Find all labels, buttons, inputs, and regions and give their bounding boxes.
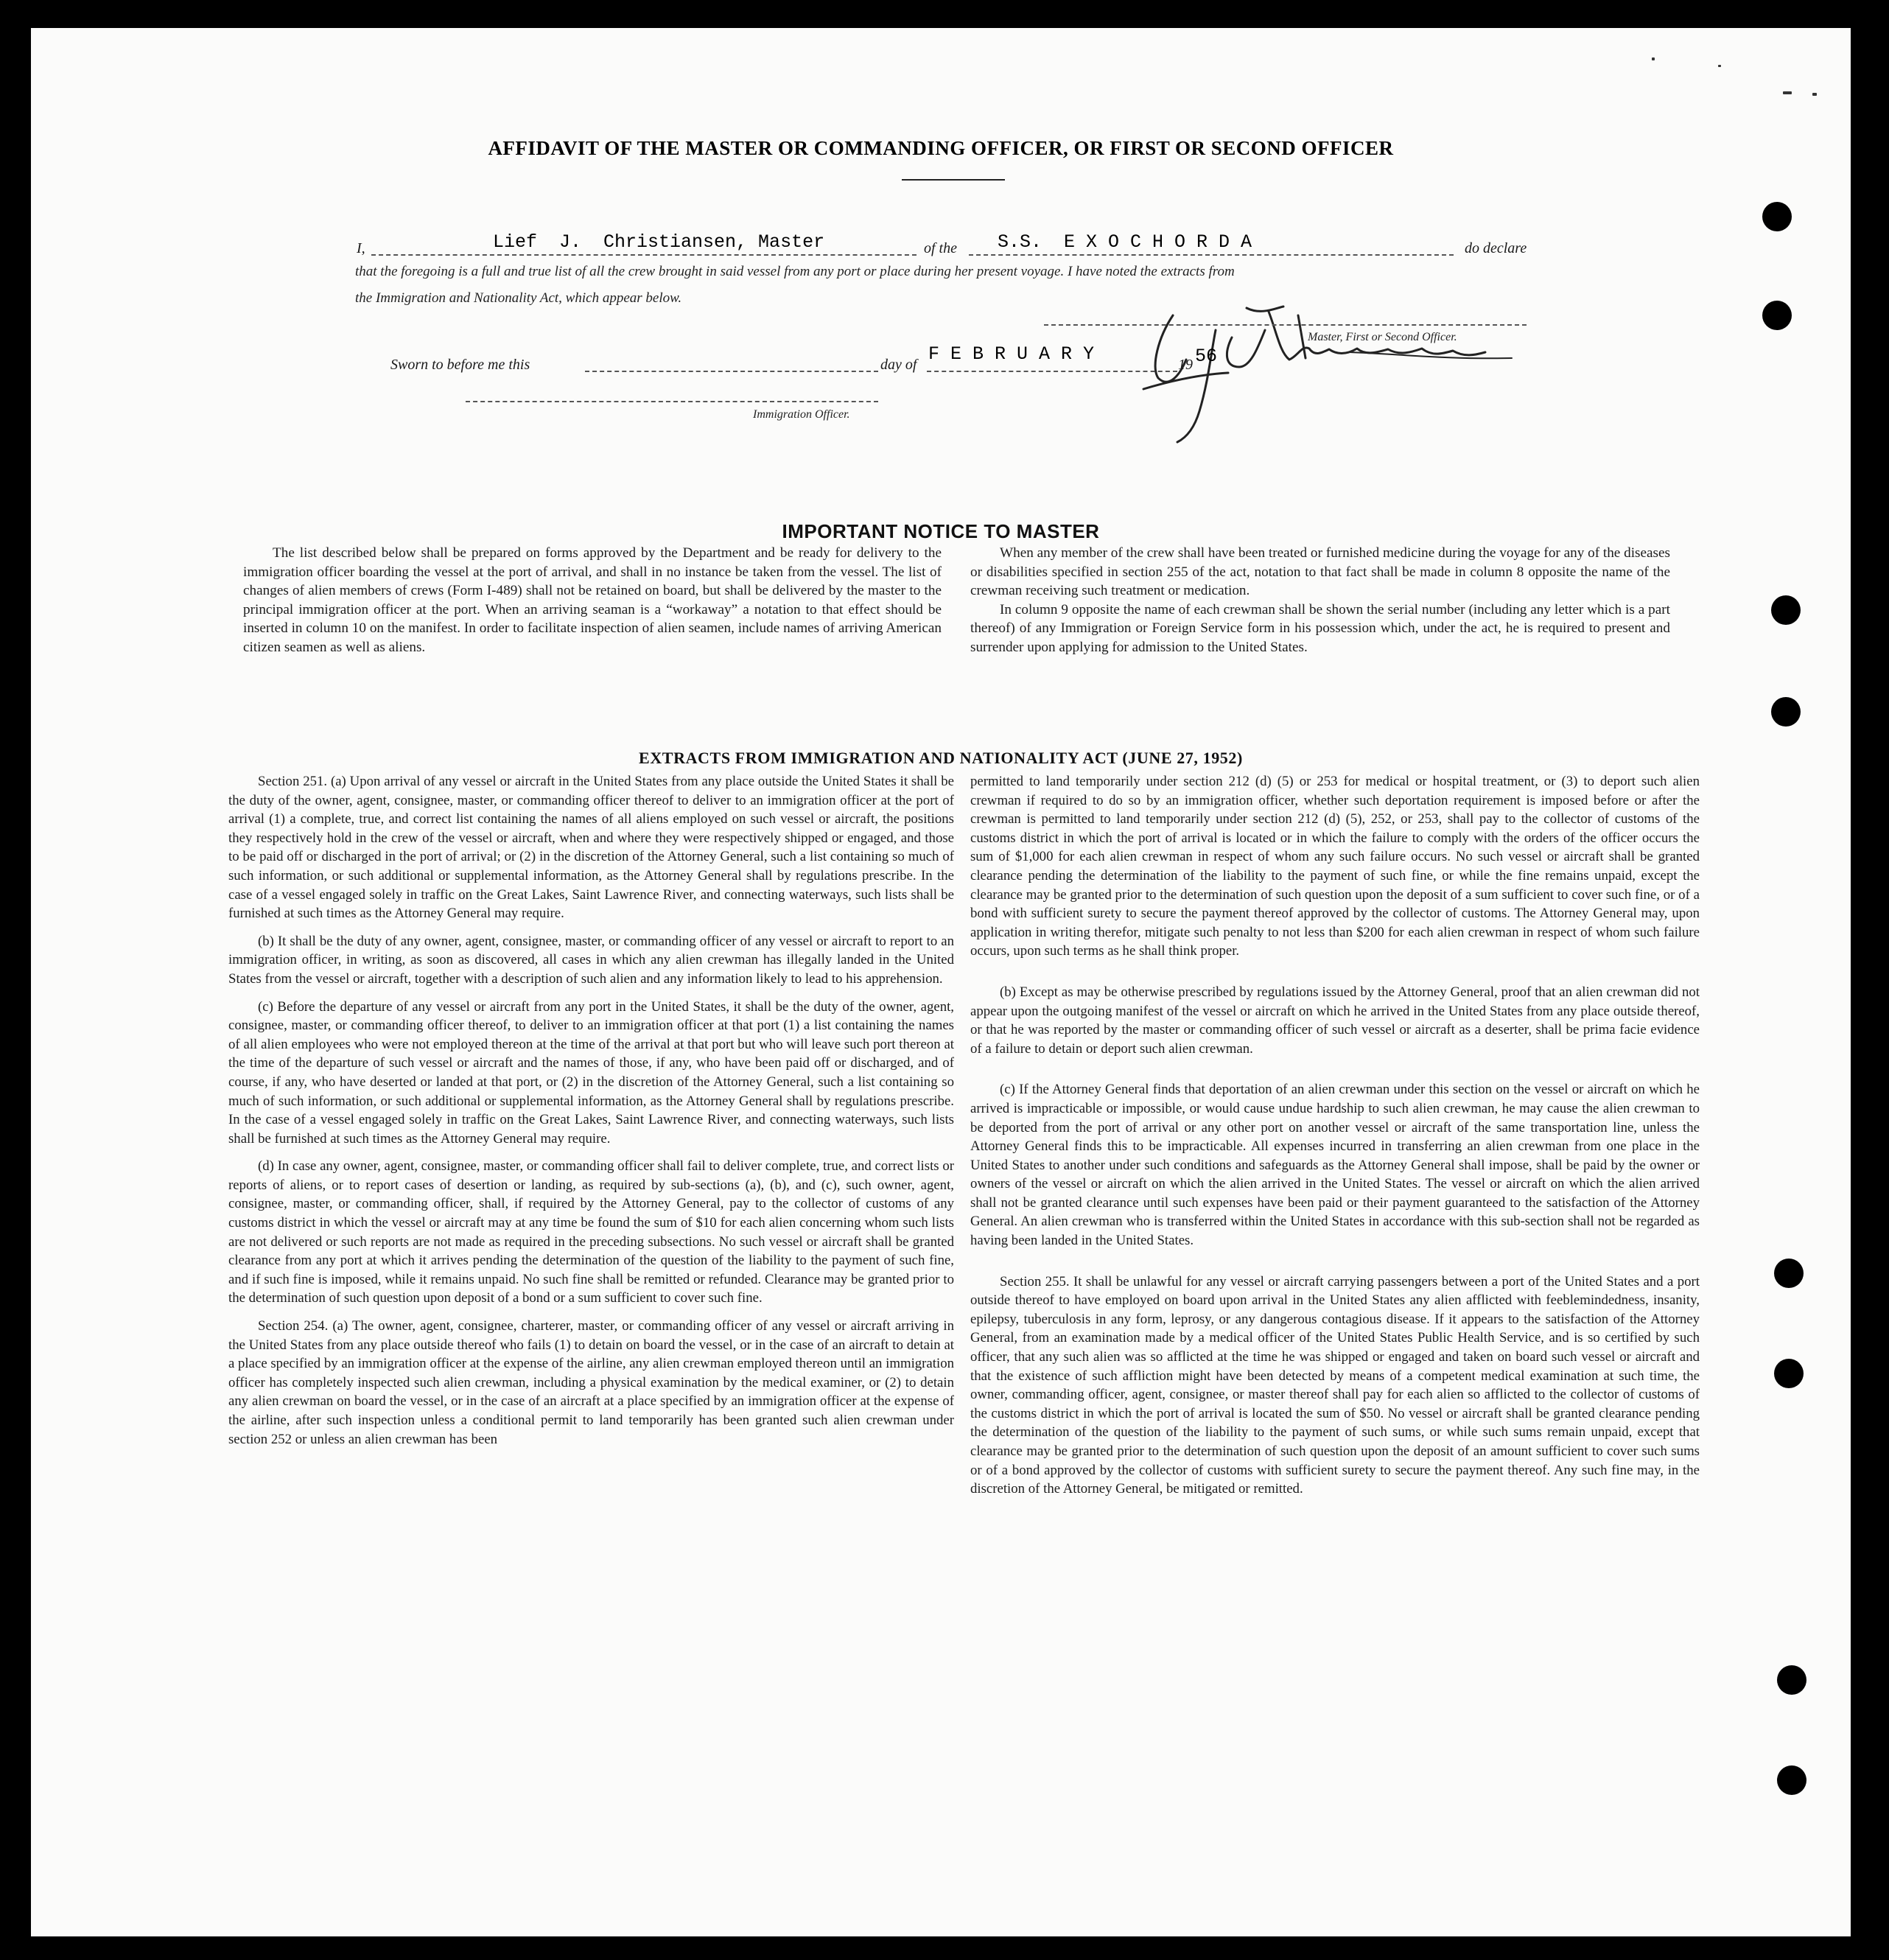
title-underline bbox=[902, 179, 1005, 181]
punch-hole bbox=[1762, 301, 1792, 330]
extracts-left-column bbox=[228, 772, 954, 1449]
sworn-label: Sworn to before me this bbox=[390, 357, 530, 373]
notice-right-paragraph-2: In column 9 opposite the name of each crewman shall be shown the serial number (including any letter which is a part thereof) of any Immigration or Foreign Service form in his possession which, under the act, he is required to present and surrender upon applying for admission to the United States. bbox=[970, 601, 1670, 655]
sworn-day-blank bbox=[585, 371, 878, 372]
notice-right-paragraph-1: When any member of the crew shall have been treated or furnished medicine during the voyage for any of the diseases or disabilities specified in section 255 of the act, notation to that fact shall be made in column 8 opposite the name of the crewman receiving such treatment or medication. bbox=[970, 545, 1670, 598]
section-251-c: (c) Before the departure of any vessel or aircraft from any port in the United States, it shall be the duty of the owner, agent, consignee, master, or commanding officer thereof, to deliver to an immigration officer at that port (1) a list containing the names of all alien employees who were not employed thereon at the time of the arrival at that port but who will leave such port thereon at the time of the departure of such vessel or aircraft and the names of those, if any, who have been paid off or discharged, and of course, if any, who have deserted or landed at that port, or (2) in the discretion of the Attorney General, such a list containing so much of such information, or such additional or supplemental information, as the Attorney General shall by regulations prescribe. In the case of a vessel engaged solely in traffic on the Great Lakes, Saint Lawrence River, and connecting waterways, such lists shall be furnished at such times as the Attorney General may require. bbox=[228, 998, 954, 1147]
declarant-blank bbox=[371, 254, 917, 256]
signer-caption: Master, First or Second Officer. bbox=[1308, 331, 1457, 343]
section-254-a: Section 254. (a) The owner, agent, consignee, charterer, master, or commanding officer of any vessel or aircraft arriving in the United States from any place outside thereof who fails (1) to detain on board the vessel, or in the case of an aircraft to detain at a place specified by an immigration officer at the expense of the airline, any alien crewman employed thereon until an immigration officer has completely inspected such alien crewman, including a physical examination by the medical examiner, or (2) to detain any alien crewman on board the vessel, or in the case of an aircraft at a place specified by an immigration officer at the expense of the airline, after such inspection unless a conditional permit to land temporarily has been granted such alien crewman under section 252 or unless an alien crewman has been bbox=[228, 1318, 954, 1447]
punch-hole bbox=[1774, 1259, 1804, 1288]
punch-hole bbox=[1777, 1665, 1806, 1695]
section-251-a: Section 251. (a) Upon arrival of any vessel or aircraft in the United States from any place outside the United States it shall be the duty of the owner, agent, consignee, master, or commanding officer thereof to deliver to an immigration officer at the port of arrival (1) a complete, true, and correct list containing the names of all aliens employed on such vessel or aircraft, the positions they respectively hold in the crew of the vessel or aircraft, when and where they were respectively shipped or engaged, and those to be paid off or discharged in the port of arrival; or (2) in the discretion of the Attorney General, such a list containing so much of such information, or such additional or supplemental information, as the Attorney General shall by regulations prescribe. In the case of a vessel engaged solely in traffic on the Great Lakes, Saint Lawrence River, and connecting waterways, such lists shall be furnished at such times as the Attorney General may require. bbox=[228, 774, 954, 922]
section-255: Section 255. It shall be unlawful for any vessel or aircraft carrying passengers between a port of the United States and a port outside thereof to have employed on board upon arrival in the United States any alien afflicted with feeblemindedness, insanity, epilepsy, tuberculosis in any form, leprosy, or any dangerous contagious disease. If it appears to the satisfaction of the Attorney General, from an examination made by a medical officer of the United States Public Health Service, and is so certified by such officer, that any such alien was so afflicted at the time he was shipped or engaged and taken on board such vessel or aircraft and that the existence of such affliction might have been detected by means of a competent medical examination at such time, the owner, commanding officer, agent, consignee, or master thereof shall pay for each alien so afflicted to the collector of customs of the customs district in which the port of arrival is located the sum of $50. No vessel or aircraft shall be granted clearance pending the determination of the question of the liability to the payment of such sums, or while such sums remain unpaid, except that clearance may be granted prior to the determination of such question upon the deposit of an amount sufficient to cover such sums or of a bond approved by the collector of customs with sufficient surety to secure the payment thereof. Any such fine may, in the discretion of the Attorney General, be mitigated or remitted. bbox=[970, 1273, 1700, 1497]
year-suffix: 56 bbox=[1195, 346, 1218, 367]
extracts-title: EXTRACTS FROM IMMIGRATION AND NATIONALITY ACT (JUNE 27, 1952) bbox=[639, 749, 1243, 767]
officer-signature-blank bbox=[1044, 324, 1527, 326]
speck bbox=[1718, 65, 1721, 67]
vessel-name: S.S. E X O C H O R D A bbox=[998, 231, 1252, 253]
affidavit-title: AFFIDAVIT OF THE MASTER OR COMMANDING OFFICER, OR FIRST OR SECOND OFFICER bbox=[488, 137, 1394, 159]
immigration-officer-blank bbox=[466, 401, 878, 402]
declarant-name: Lief J. Christiansen, Master bbox=[493, 231, 825, 253]
month-blank bbox=[927, 371, 1177, 372]
section-251-d: (d) In case any owner, agent, consignee, master, or commanding officer shall fail to deliver complete, true, and correct lists or reports of aliens, or to report cases of desertion or landing, as required by sub-sections (a), (b), and (c), such owner, agent, consignee, master, or commanding officer, shall, if required by the Attorney General, pay to the collector of customs of any customs district in which the vessel or aircraft may at any time be found the sum of $10 for each alien concerning whom such lists are not delivered or such reports are not made as required in the preceding subsections. No such vessel or aircraft shall be granted clearance from any port at which it arrives pending the determination of the question of the liability to the payment of such fine, and if such fine is imposed, while it remains unpaid. No such fine shall be remitted or refunded. Clearance may be granted prior to the determination of such question upon deposit of a bond or a sum sufficient to cover such fine. bbox=[228, 1158, 954, 1306]
day-of-label: day of bbox=[880, 357, 917, 373]
section-254-a-cont: permitted to land temporarily under section 212 (d) (5) or 253 for medical or hospital treatment, or (3) to deport such alien crewman if required to do so by an immigration officer, whether such deportation requirement is imposed before or after the crewman is permitted to land temporarily under section 212 (d) (5), 252, or 253, shall pay to the collector of customs of the customs district in which the port of arrival is located or in which the failure to comply with the orders of the officer occurs the sum of $1,000 for each alien crewman in respect of whom any such failure occurs. No such vessel or aircraft shall be granted clearance pending the determination of the liability to the payment of such fine, or while the fine remains unpaid, except the clearance may be granted prior to the determination of such question upon the deposit of a sum sufficient to cover such fine, or of a bond with sufficient surety to secure the payment thereof approved by the collector of customs. The Attorney General may, upon application in writing therefor, mitigate such penalty to not less than $200 for each alien crewman in respect of whom such failure occurs, upon such terms as he shall think proper. bbox=[970, 774, 1700, 959]
punch-hole bbox=[1762, 202, 1792, 231]
prefix-i: I, bbox=[357, 240, 365, 256]
speck bbox=[1812, 93, 1817, 96]
punch-hole bbox=[1777, 1765, 1806, 1795]
of-the-label: of the bbox=[924, 240, 957, 256]
speck bbox=[1652, 57, 1655, 60]
notice-right-column bbox=[970, 544, 1670, 657]
punch-hole bbox=[1771, 697, 1801, 727]
notice-title: IMPORTANT NOTICE TO MASTER bbox=[782, 520, 1100, 542]
speck bbox=[1783, 91, 1792, 94]
vessel-blank bbox=[969, 254, 1454, 256]
officer-caption: Immigration Officer. bbox=[753, 408, 850, 421]
section-254-c: (c) If the Attorney General finds that deportation of an alien crewman under this section on the vessel or aircraft on which he arrived is impracticable or impossible, or would cause undue hardship to such alien crewman, he may cause the alien crewman to be deported from the port of arrival or any other port on another vessel or aircraft of the same transportation line, unless the Attorney General finds this to be impracticable. All expenses incurred in transferring an alien crewman from one place in the United States to another under such conditions and safeguards as the Attorney General shall impose, shall be paid by the owner or owners of the vessel or aircraft on which the alien arrived in the United States. The vessel or aircraft on which the alien arrived shall not be granted clearance until such expenses have been paid or their payment guaranteed to the satisfaction of the Attorney General. An alien crewman who is transferred within the United States in accordance with this sub-section shall not be regarded as having been landed in the United States. bbox=[970, 1082, 1700, 1249]
extracts-right-column bbox=[970, 772, 1700, 1499]
year-prefix: 19 bbox=[1178, 357, 1193, 373]
affidavit-statement-1: that the foregoing is a full and true list of all the crew brought in said vessel from any port or place during her present voyage. I have noted the extracts from bbox=[355, 264, 1235, 279]
section-254-b: (b) Except as may be otherwise prescribed by regulations issued by the Attorney General, proof that an alien crewman did not appear upon the outgoing manifest of the vessel or aircraft on which he arrived in the United States from any place outside thereof, or that he was reported by the master or commanding officer of such vessel or aircraft as a deserter, shall be prima facie evidence of a failure to detain or deport such alien crewman. bbox=[970, 984, 1700, 1057]
punch-hole bbox=[1771, 595, 1801, 625]
notice-left-column bbox=[243, 544, 942, 657]
affidavit-statement-2: the Immigration and Nationality Act, which appear below. bbox=[355, 290, 682, 306]
sworn-month: F E B R U A R Y bbox=[928, 343, 1095, 365]
do-declare-label: do declare bbox=[1465, 240, 1527, 256]
document-page bbox=[31, 28, 1851, 1936]
punch-hole bbox=[1774, 1359, 1804, 1388]
section-251-b: (b) It shall be the duty of any owner, agent, consignee, master, or commanding officer of any vessel or aircraft to report to an immigration officer, in writing, as soon as discovered, all cases in which any alien crewman has illegally landed in the United States from the vessel or aircraft, together with a description of such alien and any information likely to lead to his apprehension. bbox=[228, 933, 954, 987]
notice-left-paragraph: The list described below shall be prepared on forms approved by the Department and be ready for delivery to the immigration officer boarding the vessel at the port of arrival, and shall in no instance be taken from the vessel. The list of changes of alien members of crews (Form I-489) shall not be retained on board, but shall be delivered by the master to the principal immigration officer at the port. When an arriving seaman is a “workaway” a notation to that effect should be inserted in column 10 on the manifest. In order to facilitate inspection of alien seamen, include names of arriving American citizen seamen as well as aliens. bbox=[243, 545, 942, 655]
